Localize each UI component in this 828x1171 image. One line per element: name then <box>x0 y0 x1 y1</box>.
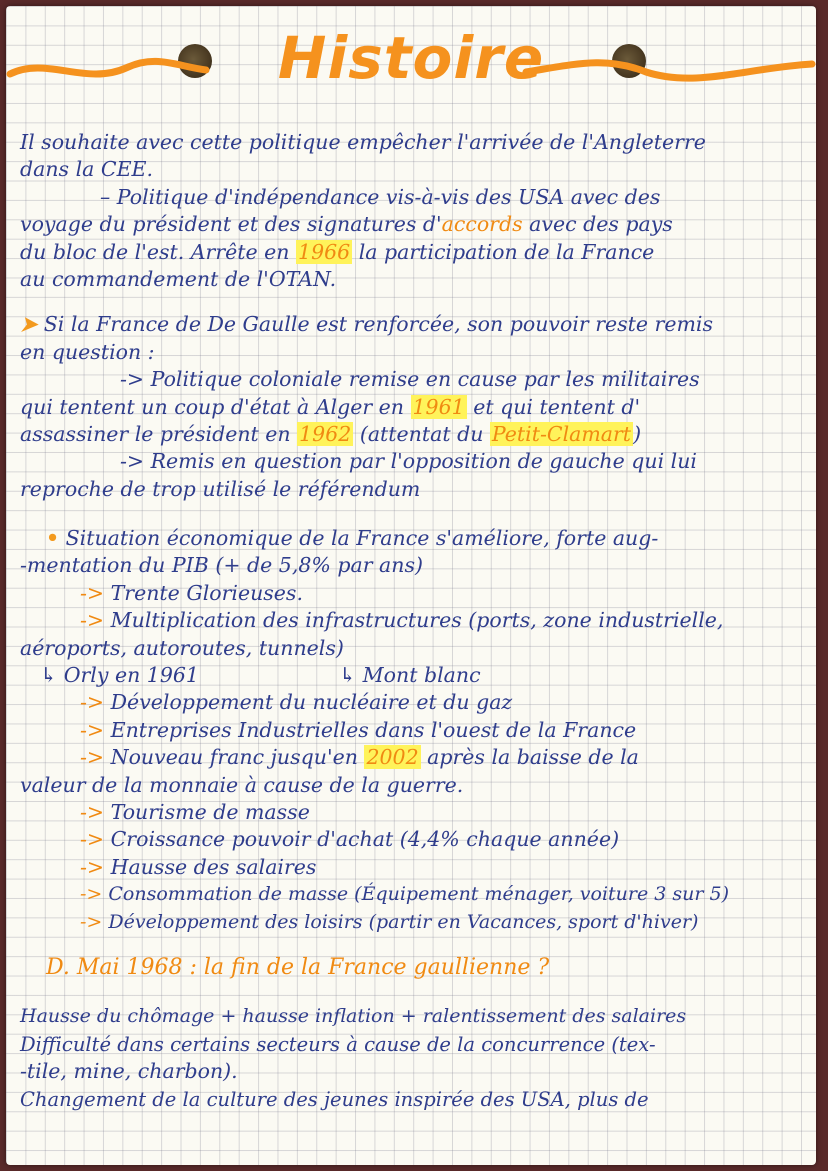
note-line <box>20 580 810 607</box>
text-run: la participation de la France <box>352 239 655 264</box>
highlighted-date: 1966 <box>298 239 351 264</box>
note-line: Hausse du chômage + hausse inflation + ralentissement des salaires <box>20 1005 687 1028</box>
arrow-icon: -> <box>80 580 111 605</box>
note-line <box>20 799 810 826</box>
note-line: – Politique d'indépendance vis-à-vis des USA avec des <box>100 184 661 209</box>
text-run: assassiner le président en <box>20 421 298 446</box>
note-line <box>20 689 810 716</box>
highlighted-date: 2002 <box>366 745 419 770</box>
notebook-page <box>6 6 816 1165</box>
note-line <box>20 607 810 634</box>
note-line <box>20 909 810 936</box>
notes-body <box>20 129 810 1113</box>
arrow-icon: -> <box>80 745 111 770</box>
arrow-icon: -> <box>80 910 109 933</box>
arrow-icon: -> <box>80 854 111 879</box>
note-line: Changement de la culture des jeunes inspirée des USA, plus de <box>20 1087 649 1111</box>
note-line: dans la CEE. <box>20 157 154 182</box>
note-line: en question : <box>20 339 155 364</box>
text-run: Développement des loisirs (partir en Vacances, sport d'hiver) <box>108 910 699 933</box>
text-run: Entreprises Industrielles dans l'ouest de la France <box>110 717 637 742</box>
highlighted-place: Petit-Clamart <box>491 421 632 446</box>
text-run: Développement du nucléaire et du gaz <box>110 690 513 715</box>
text-run: Trente Glorieuses. <box>110 580 303 605</box>
note-line: valeur de la monnaie à cause de la guerre. <box>20 772 464 797</box>
note-line <box>20 662 810 689</box>
note-line <box>20 744 810 771</box>
note-line <box>20 826 810 853</box>
note-line <box>20 311 810 338</box>
text-run: et qui tentent d' <box>466 394 641 419</box>
arrow-icon: -> <box>80 827 111 852</box>
arrow-icon: -> <box>80 690 111 715</box>
note-line: Il souhaite avec cette politique empêcher l'arrivée de l'Angleterre <box>20 130 706 154</box>
text-run: ↳ Mont blanc <box>338 663 481 688</box>
text-run: avec des pays <box>522 212 673 237</box>
arrow-icon: -> <box>80 883 109 906</box>
note-line <box>20 881 810 908</box>
accent-word: accords <box>441 212 523 237</box>
arrow-bullet-icon: ➤ <box>20 312 38 337</box>
text-run: Croissance pouvoir d'achat (4,4% chaque année) <box>110 827 620 852</box>
note-line: reproche de trop utilisé le référendum <box>20 476 421 501</box>
note-line <box>20 525 810 552</box>
text-run: Situation économique de la France s'améliore, forte aug- <box>59 526 659 551</box>
text-run: Si la France de De Gaulle est renforcée, son pouvoir reste remis <box>37 312 713 337</box>
text-run: ) <box>633 421 642 446</box>
dot-bullet-icon: • <box>46 526 60 551</box>
arrow-icon: -> <box>80 717 111 742</box>
text-run: voyage du président et des signatures d' <box>20 212 442 237</box>
note-line <box>20 239 810 266</box>
note-line <box>20 717 810 744</box>
text-run: Nouveau franc jusqu'en <box>110 745 365 770</box>
note-line: Difficulté dans certains secteurs à cause de la concurrence (tex- <box>20 1032 656 1056</box>
note-line: -> Politique coloniale remise en cause par les militaires <box>120 367 700 392</box>
highlighted-date: 1961 <box>412 394 465 419</box>
note-line: -mentation du PIB (+ de 5,8% par ans) <box>20 553 423 578</box>
note-line <box>20 211 810 238</box>
note-line <box>20 421 810 448</box>
note-line <box>20 854 810 881</box>
text-run: (attentat du <box>353 421 490 446</box>
text-run: Tourisme de masse <box>110 799 310 824</box>
text-run: Hausse des salaires <box>110 854 317 879</box>
text-run: du bloc de l'est. Arrête en <box>20 239 297 264</box>
arrow-icon: -> <box>80 608 111 633</box>
section-heading: D. Mai 1968 : la fin de la France gaullienne ? <box>46 954 550 980</box>
arrow-icon: -> <box>80 799 111 824</box>
note-line: au commandement de l'OTAN. <box>20 266 337 291</box>
text-run: Consommation de masse (Équipement ménager, voiture 3 sur 5) <box>108 883 730 906</box>
note-line <box>20 394 810 421</box>
highlighted-date: 1962 <box>299 421 352 446</box>
text-run: ↳ Orly en 1961 <box>40 663 199 688</box>
page-title: Histoire <box>277 24 545 92</box>
text-run: après la baisse de la <box>420 745 639 770</box>
text-run: Multiplication des infrastructures (ports, zone industrielle, <box>110 608 724 633</box>
text-run: qui tentent un coup d'état à Alger en <box>20 394 411 419</box>
note-line: -> Remis en question par l'opposition de gauche qui lui <box>120 449 697 474</box>
note-line: -tile, mine, charbon). <box>20 1059 238 1084</box>
note-line: aéroports, autoroutes, tunnels) <box>20 635 344 660</box>
